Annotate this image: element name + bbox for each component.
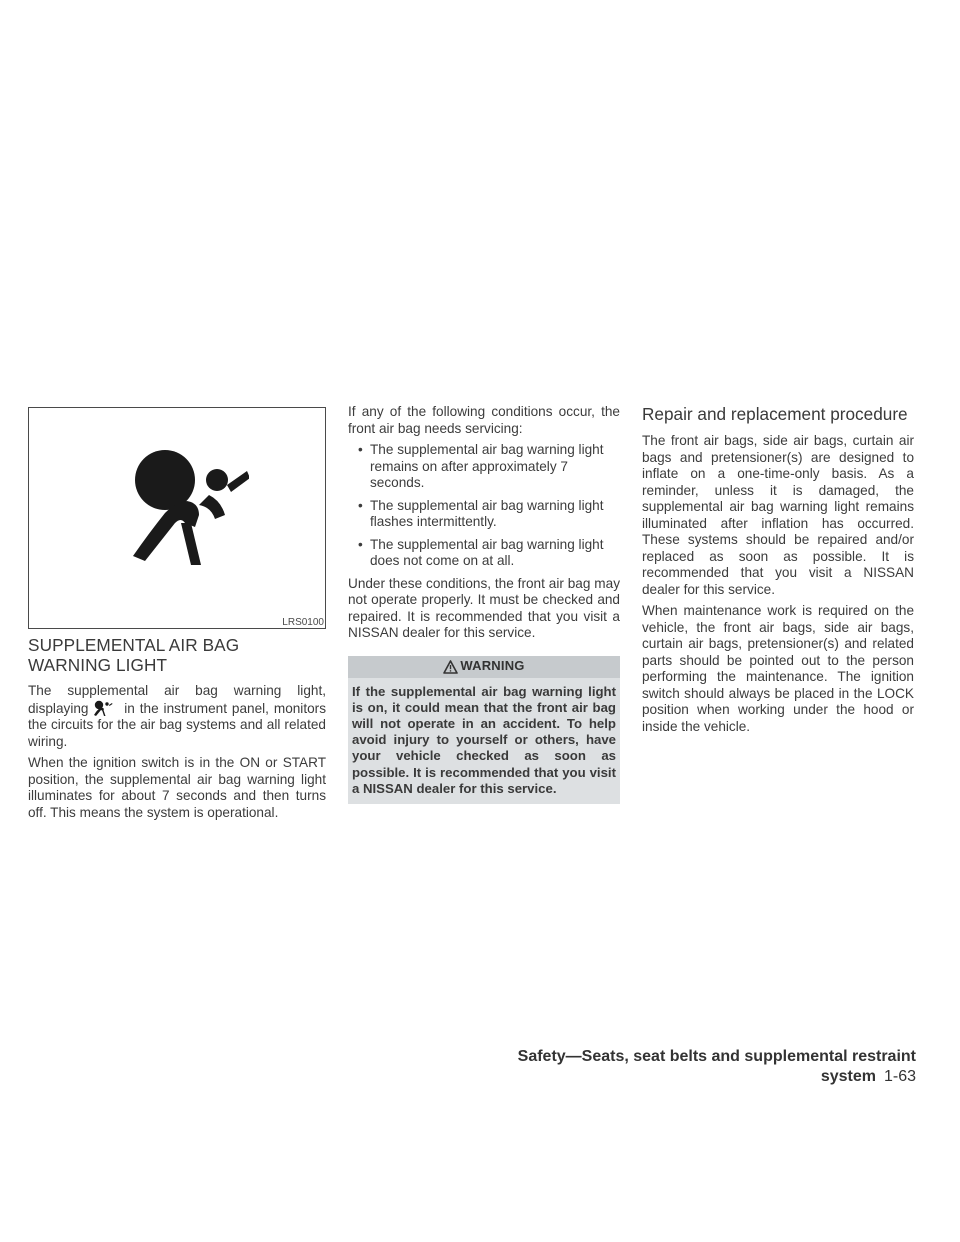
paragraph-text-b: in the instrument panel, monitors the circuits for the air bag systems and all related wiring. bbox=[28, 700, 326, 749]
page-footer bbox=[440, 1047, 916, 1087]
list-item: • The supplemental air bag warning light does not come on at all. bbox=[348, 537, 620, 570]
airbag-inline-icon bbox=[93, 700, 113, 716]
paragraph-warning-light bbox=[28, 683, 326, 750]
column-2 bbox=[348, 404, 620, 804]
paragraph-repair: The front air bags, side air bags, curtain air bags and pretensioner(s) are designed to inflate on a one-time-only basis. As a reminder, unless it is damaged, the supplemental air bag warning light remains illuminated after inflation has occurred. These systems should be repaired and/or replaced as soon as possible. It is recommended that you visit a NISSAN dealer for this service. bbox=[642, 433, 914, 597]
paragraph-text-a: The supplemental air bag warning light, displaying bbox=[28, 683, 326, 716]
warning-triangle-icon bbox=[443, 660, 458, 674]
warning-text: If the supplemental air bag warning light is on, it could mean that the front air bag will not operate in an accident. To help avoid injury to yourself or others, have your vehicle checked as soon as possible. It is recommended that you visit a NISSAN dealer for this service. bbox=[352, 683, 616, 796]
subsection-heading: Repair and replacement procedure bbox=[642, 404, 908, 424]
paragraph-maintenance: When maintenance work is required on the vehicle, the front air bags, side air bags, curtain air bags, pretensioner(s) and related parts should be pointed out to the person performing the maintenance. The ignition switch should always be placed in the LOCK position when working under the hood or inside the vehicle. bbox=[642, 603, 914, 734]
column-1 bbox=[28, 407, 326, 826]
paragraph-ignition: When the ignition switch is in the ON or START position, the supplemental air bag warning light illuminates for about 7 seconds and then turns off. This means the system is operational. bbox=[28, 755, 326, 820]
airbag-warning-icon bbox=[129, 443, 249, 573]
list-item: • The supplemental air bag warning light remains on after approximately 7 seconds. bbox=[348, 442, 620, 492]
warning-title: WARNING bbox=[460, 658, 525, 674]
footer-section-title: Safety—Seats, seat belts and supplemental restraint system bbox=[517, 1048, 916, 1085]
figure-label: LRS0100 bbox=[282, 617, 324, 628]
conditions-list bbox=[348, 442, 620, 570]
airbag-figure bbox=[28, 407, 326, 629]
warning-header bbox=[348, 656, 620, 678]
paragraph-conditions-intro: If any of the following conditions occur, the front air bag needs servicing: bbox=[348, 404, 620, 436]
column-3 bbox=[642, 404, 914, 740]
section-heading: SUPPLEMENTAL AIR BAG WARNING LIGHT bbox=[28, 635, 240, 675]
list-item: • The supplemental air bag warning light flashes intermittently. bbox=[348, 498, 620, 531]
page-number: 1-63 bbox=[883, 1068, 916, 1085]
warning-box bbox=[348, 656, 620, 804]
paragraph-conditions-after: Under these conditions, the front air bag may not operate properly. It must be checked and repaired. It is recommended that you visit a NISSAN dealer for this service. bbox=[348, 575, 620, 640]
